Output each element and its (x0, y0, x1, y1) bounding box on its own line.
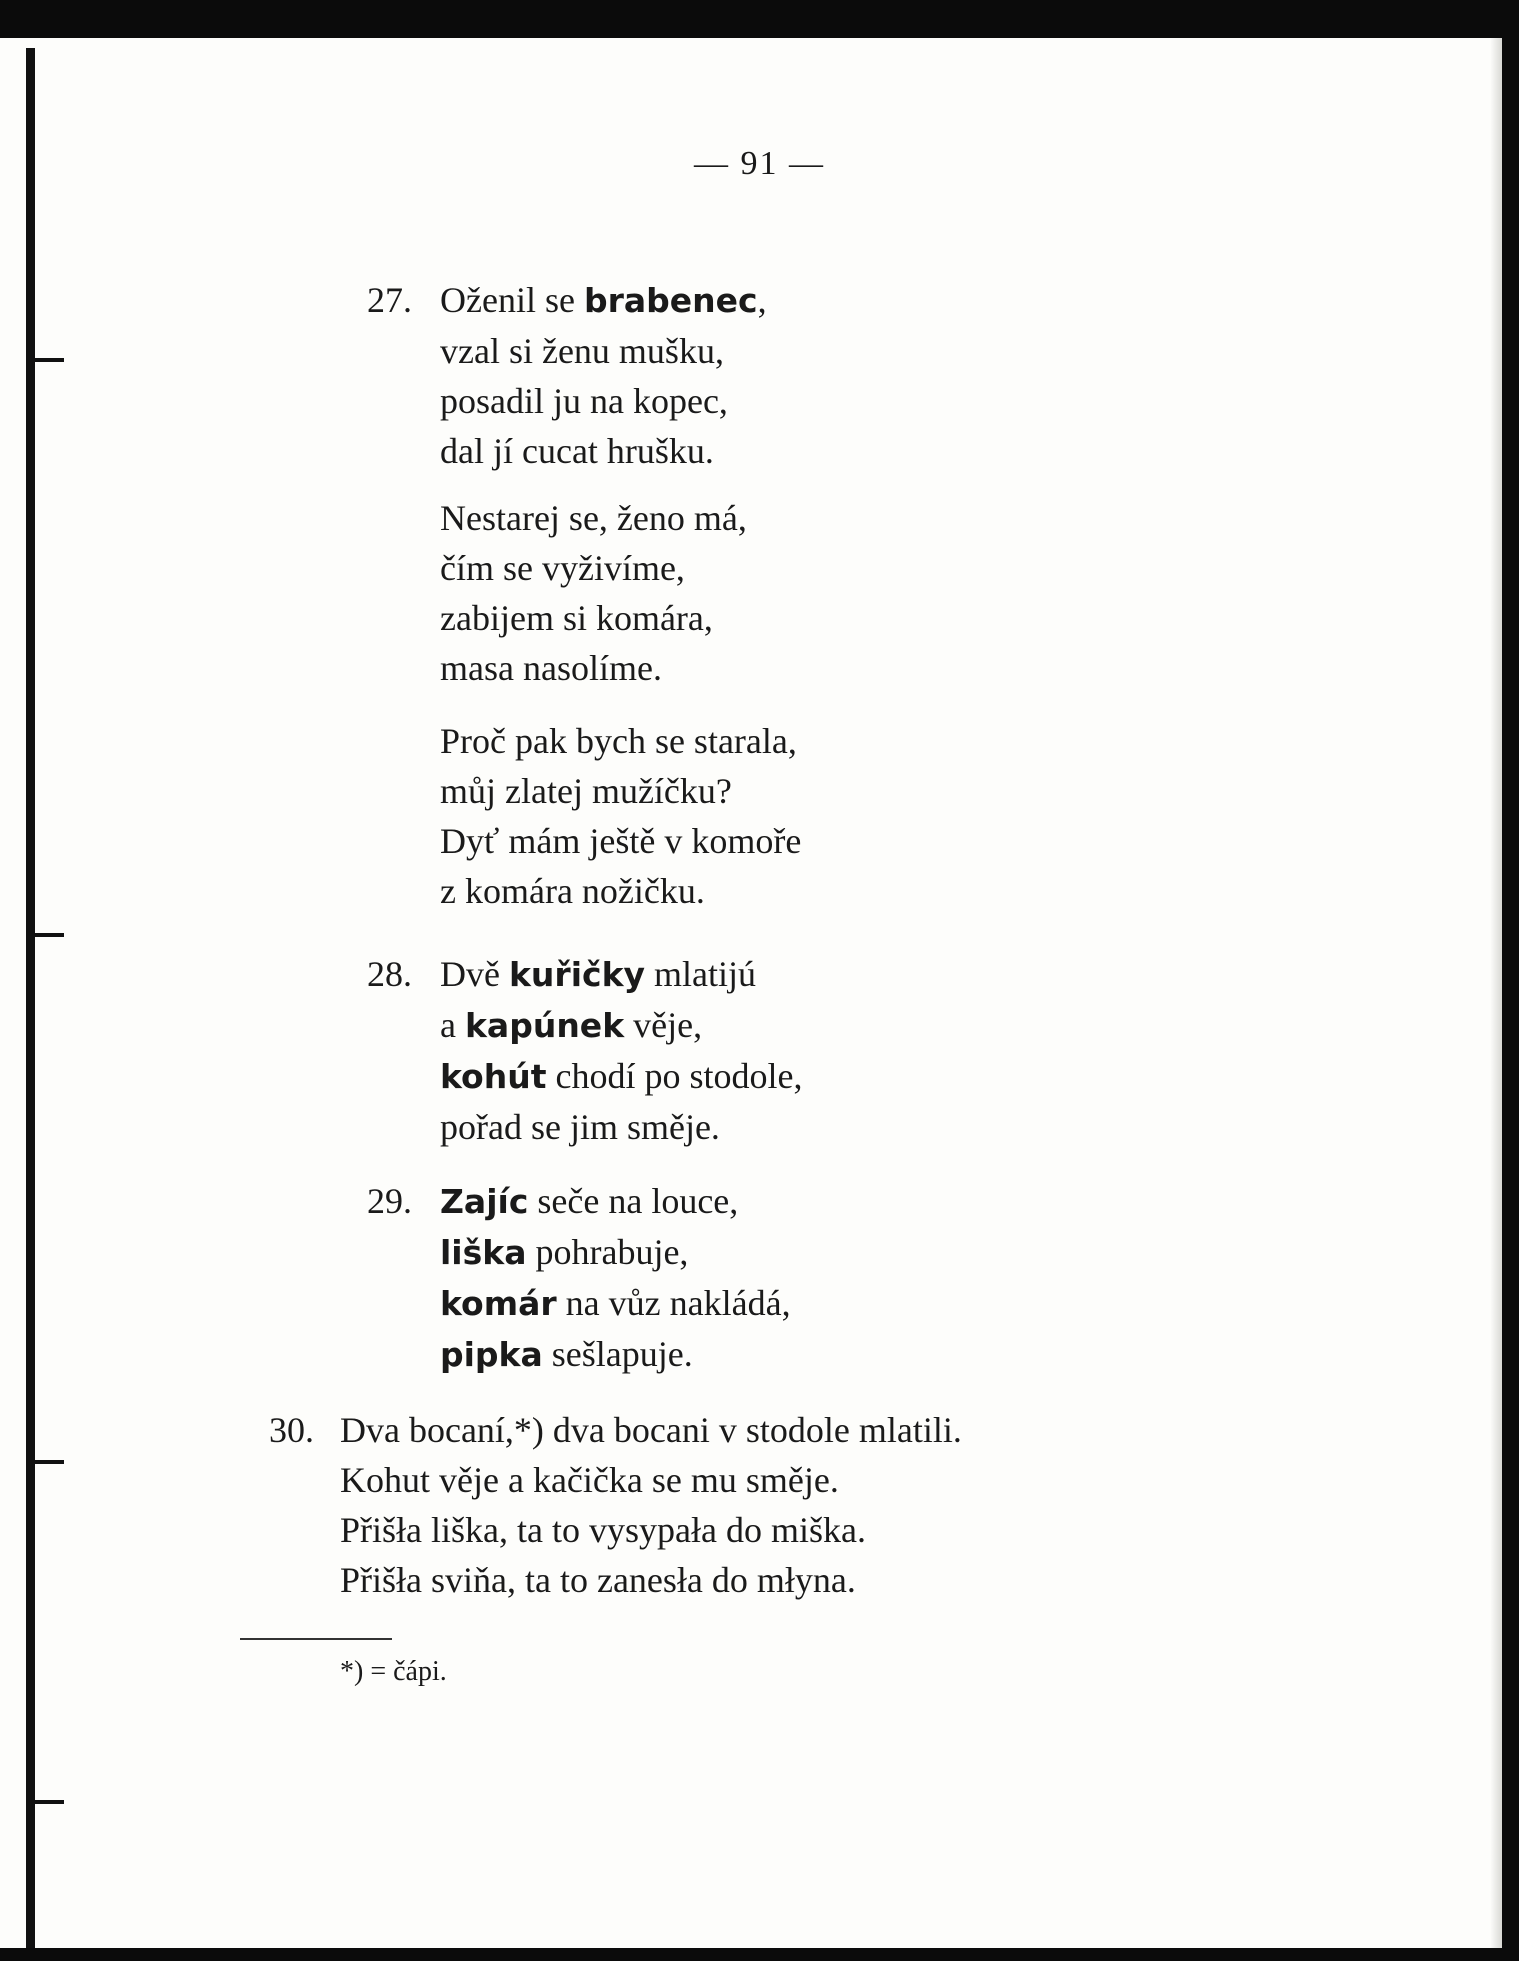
verse-text: chodí po stodole, (546, 1056, 803, 1096)
verse-line (440, 1176, 791, 1227)
verse-bold-word: brabenec (583, 281, 758, 320)
verse-bold-word: komár (440, 1284, 557, 1323)
poem-number-28: 28. (367, 954, 412, 994)
verse-bold-word: liška (440, 1233, 527, 1272)
poem-28-stanza (440, 949, 802, 1152)
footnote: *) = čápi. (340, 1656, 447, 1687)
verse-line: zabijem si komára, (440, 598, 713, 638)
footnote-rule (240, 1638, 392, 1640)
verse-bold-word: pipka (440, 1335, 543, 1374)
verse-bold-word: Zajíc (440, 1182, 529, 1221)
verse-line: čím se vyživíme, (440, 548, 685, 588)
verse-text: seče na louce, (528, 1181, 739, 1221)
verse-text: pohrabuje, (526, 1232, 689, 1272)
verse-line: Kohut věje a kačička se mu směje. (340, 1460, 839, 1500)
verse-text: Dvě (440, 954, 509, 994)
verse-line (440, 1278, 791, 1329)
verse-line: Dyť mám ještě v komoře (440, 821, 802, 861)
verse-line: Přišła sviňa, ta to zanesła do młyna. (340, 1560, 856, 1600)
poem-27-stanza-3 (440, 716, 801, 916)
poem-30-stanza (340, 1405, 962, 1605)
verse-line: z komára nožičku. (440, 871, 705, 911)
poem-number-30: 30. (269, 1410, 314, 1450)
verse-line: masa nasolíme. (440, 648, 662, 688)
spine-mark (34, 1800, 64, 1804)
verse-line (440, 1329, 791, 1380)
verse-line: dal jí cucat hrušku. (440, 431, 714, 471)
verse-line (440, 1051, 802, 1102)
page-spine (26, 48, 35, 1948)
poem-27-stanza-1 (440, 275, 767, 476)
poem-27-stanza-2 (440, 493, 747, 693)
verse-bold-word: kuřičky (508, 955, 646, 994)
verse-text: sešlapuje. (542, 1334, 693, 1374)
spine-mark (34, 358, 64, 362)
verse-text: Oženil se (440, 280, 584, 320)
verse-text: věje, (624, 1005, 703, 1045)
verse-text: mlatijú (645, 954, 757, 994)
verse-text: a (440, 1005, 465, 1045)
verse-text: , (757, 280, 767, 320)
page-number: — 91 — (694, 145, 825, 182)
verse-line: Nestarej se, ženo má, (440, 498, 747, 538)
poem-29-stanza (440, 1176, 791, 1380)
verse-line: můj zlatej mužíčku? (440, 771, 732, 811)
verse-bold-word: kapúnek (464, 1006, 625, 1045)
verse-line: Přišła liška, ta to vysypała do miška. (340, 1510, 866, 1550)
spine-mark (34, 1460, 64, 1464)
verse-line: Proč pak bych se starala, (440, 721, 797, 761)
spine-mark (34, 933, 64, 937)
verse-line: posadil ju na kopec, (440, 381, 728, 421)
poem-number-29: 29. (367, 1181, 412, 1221)
page-edge-shadow (1490, 38, 1502, 1948)
verse-line (440, 1227, 791, 1278)
poem-number-27: 27. (367, 280, 412, 320)
verse-line (440, 1000, 802, 1051)
verse-line: vzal si ženu mušku, (440, 331, 724, 371)
verse-bold-word: kohút (440, 1057, 547, 1096)
verse-line (440, 275, 767, 326)
verse-text: na vůz nakládá, (556, 1283, 791, 1323)
verse-line: Dva bocaní,*) dva bocani v stodole mlatili. (340, 1410, 962, 1450)
verse-line: pořad se jim směje. (440, 1107, 720, 1147)
verse-line (440, 949, 802, 1000)
